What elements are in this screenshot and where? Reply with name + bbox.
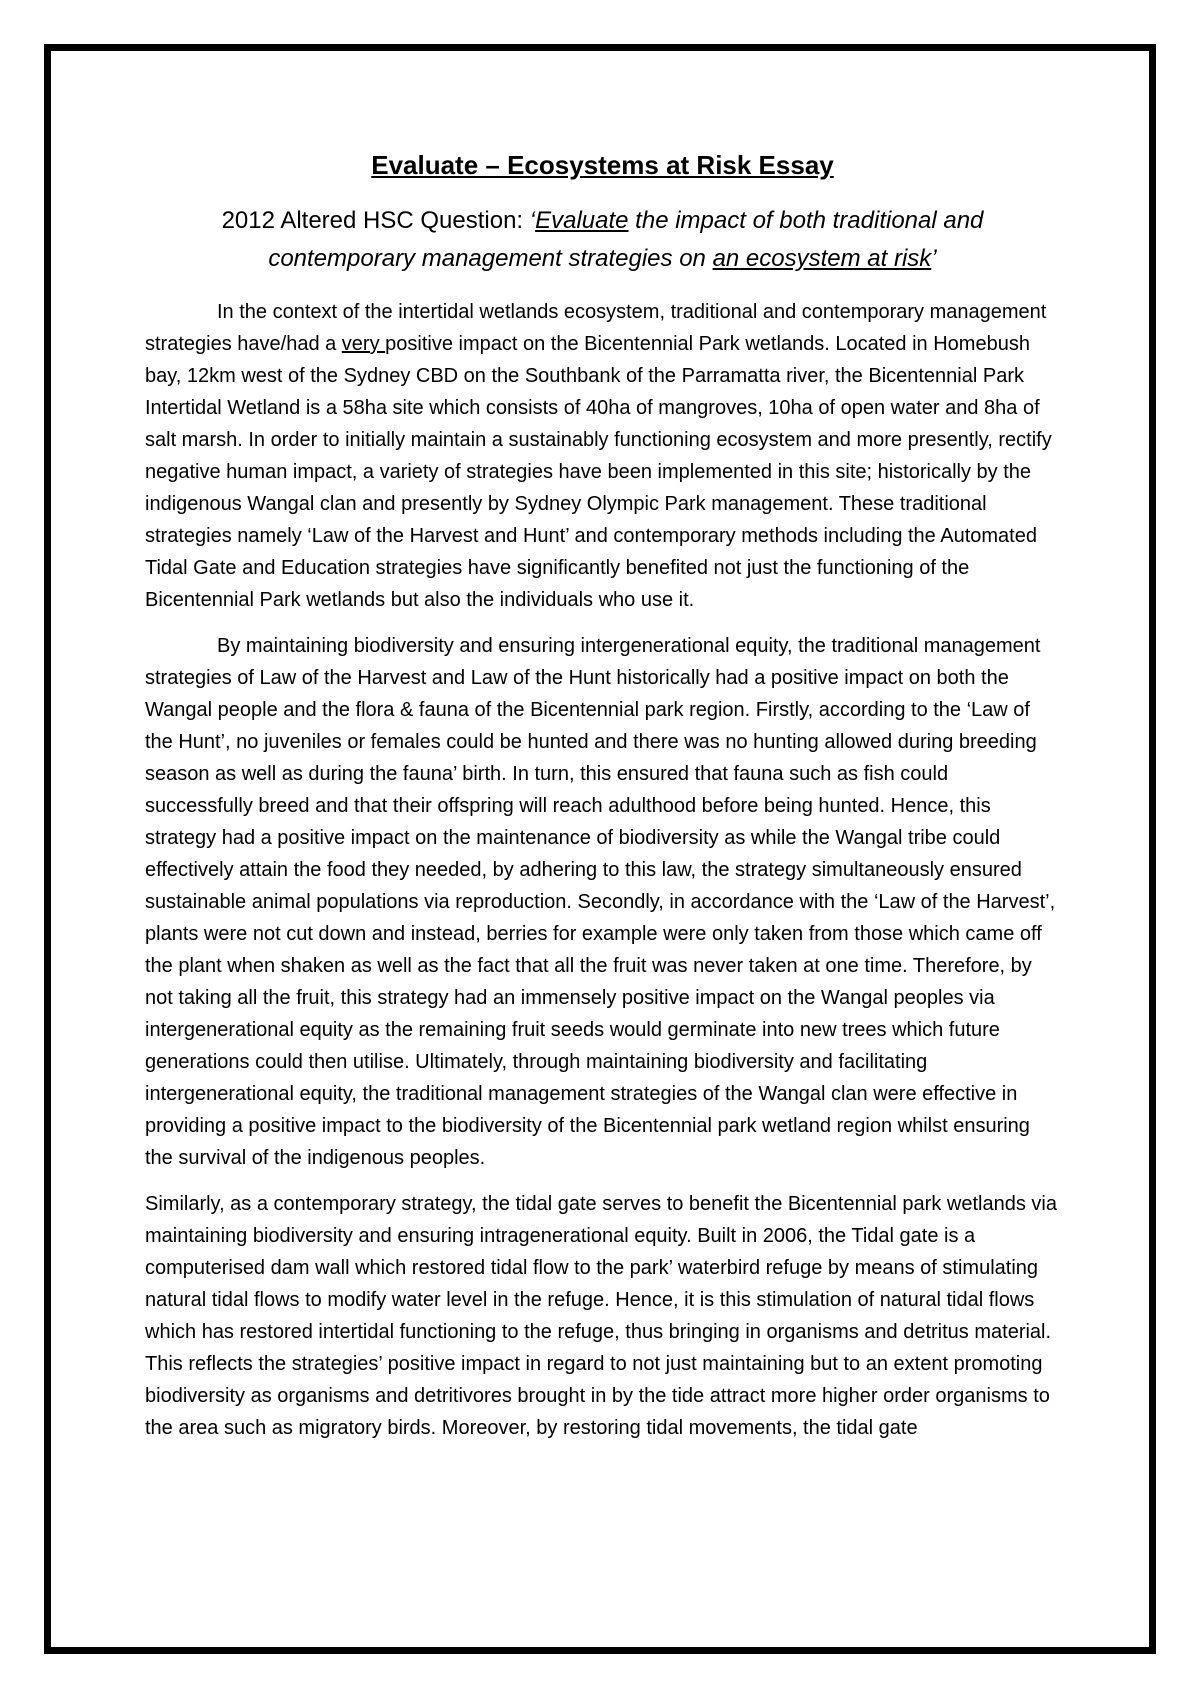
paragraph-introduction	[145, 296, 1060, 616]
paragraph-1-very: very	[341, 333, 386, 355]
document-title: Evaluate – Ecosystems at Risk Essay	[371, 150, 834, 180]
essay-question	[145, 202, 1060, 278]
question-open-quote: ‘	[529, 207, 536, 234]
document-body	[145, 148, 1060, 1458]
paragraph-traditional-strategies: By maintaining biodiversity and ensuring intergenerational equity, the traditional management strategies of Law of the Harvest and Law of the Hunt historically had a positive impact on both the Wangal people and the flora & fauna of the Bicentennial park region. Firstly, according to the ‘Law of the Hunt’, no juveniles or females could be hunted and there was no hunting allowed during breeding season as well as during the fauna’ birth. In turn, this ensured that fauna such as fish could successfully breed and that their offspring will reach adulthood before being hunted. Hence, this strategy had a positive impact on the maintenance of biodiversity as while the Wangal tribe could effectively attain the food they needed, by adhering to this law, the strategy simultaneously ensured sustainable animal populations via reproduction. Secondly, in accordance with the ‘Law of the Harvest’, plants were not cut down and instead, berries for example were only taken from those which came off the plant when shaken as well as the fact that all the fruit was never taken at one time. Therefore, by not taking all the fruit, this strategy had an immensely positive impact on the Wangal peoples via intergenerational equity as the remaining fruit seeds would germinate into new trees which future generations could then utilise. Ultimately, through maintaining biodiversity and facilitating intergenerational equity, the traditional management strategies of the Wangal clan were effective in providing a positive impact to the biodiversity of the Bicentennial park wetland region whilst ensuring the survival of the indigenous peoples.	[145, 635, 1056, 1169]
question-middle: the impact of both traditional and contemporary management strategies on	[268, 207, 984, 272]
paragraph-1-part-b: positive impact on the Bicentennial Park wetlands. Located in Homebush bay, 12km west of the Sydney CBD on the Southbank of the Parramatta river, the Bicentennial Park Intertidal Wetland is a 58ha site which consists of 40ha of mangroves, 10ha of open water and 8ha of salt marsh. In order to initially maintain a sustainably functioning ecosystem and more presently, rectify negative human impact, a variety of strategies have been implemented in this site; historically by the indigenous Wangal clan and presently by Sydney Olympic Park management. These traditional strategies namely ‘Law of the Harvest and Hunt’ and contemporary methods including the Automated Tidal Gate and Education strategies have significantly benefited not just the functioning of the Bicentennial Park wetlands but also the individuals who use it.	[145, 333, 1052, 611]
paragraph-1-part-a: In the context of the intertidal wetlands ecosystem, traditional and contemporary management strategies have/had a	[145, 301, 1047, 355]
question-close-quote: ’	[931, 245, 937, 272]
paragraph-tidal-gate: Similarly, as a contemporary strategy, the tidal gate serves to benefit the Bicentennial park wetlands via maintaining biodiversity and ensuring intragenerational equity. Built in 2006, the Tidal gate is a computerised dam wall which restored tidal flow to the park’ waterbird refuge by means of stimulating natural tidal flows to modify water level in the refuge. Hence, it is this stimulation of natural tidal flows which has restored intertidal functioning to the refuge, thus bringing in organisms and detritus material. This reflects the strategies’ positive impact in regard to not just maintaining but to an extent promoting biodiversity as organisms and detritivores brought in by the tide attract more higher order organisms to the area such as migratory birds. Moreover, by restoring tidal movements, the tidal gate	[145, 1193, 1057, 1439]
question-ecosystem-phrase: an ecosystem at risk	[712, 245, 932, 272]
question-evaluate-word: Evaluate	[535, 207, 629, 234]
question-prefix: 2012 Altered HSC Question:	[221, 207, 530, 234]
